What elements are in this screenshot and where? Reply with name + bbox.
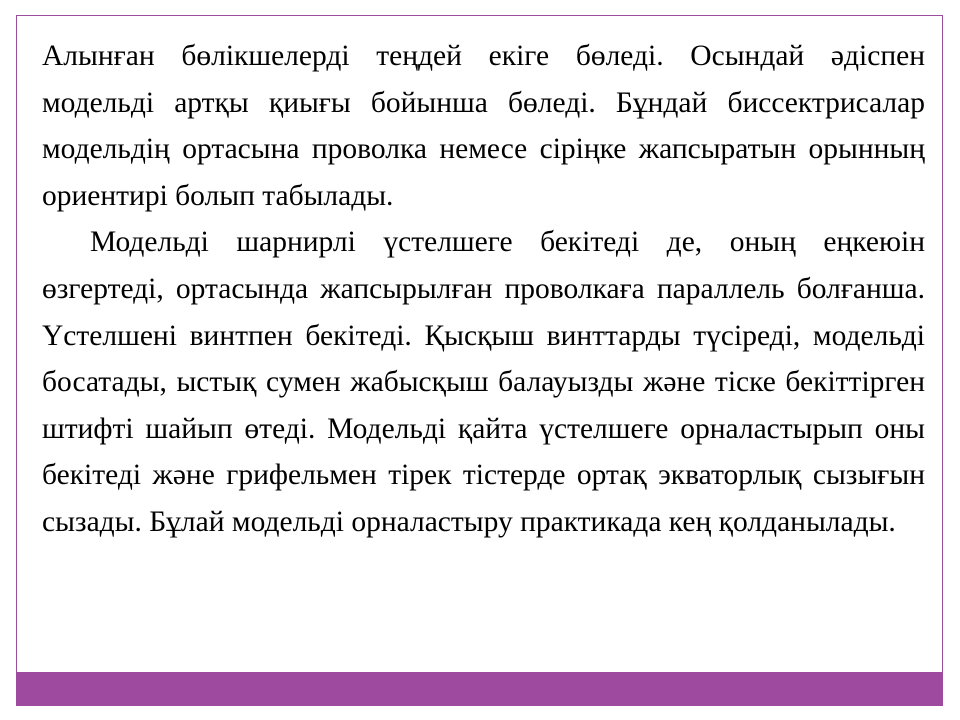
paragraph-1: Алынған бөлікшелерді теңдей екіге бөледі. Осындай әдіспен модельді артқы қиығы бойынша бөледі. Бұндай биссектрисалар модельдің ортасына проволка немесе сіріңке жапсыратын орынның ориентирі болып табылады. [42,40,925,212]
bottom-accent-bar [16,672,943,706]
paragraph-2: Модельді шарнирлі үстелшеге бекітеді де, оның еңкеюін өзгертеді, ортасында жапсырылған проволкаға параллель болғанша. Үстелшені винтпен бекітеді. Қысқыш винттарды түсіреді, модельді босатады, ыстық сумен жабысқыш балауызды және тіске бекіттірген штифті шайып өтеді. Модельді қайта үстелшеге орналастырып оны бекітеді және грифельмен тірек тістерде ортақ экваторлық сызығын сызады. Бұлай модельді орналастыру практикада кең қолданылады. [42,226,925,538]
slide-text-body [42,33,925,546]
